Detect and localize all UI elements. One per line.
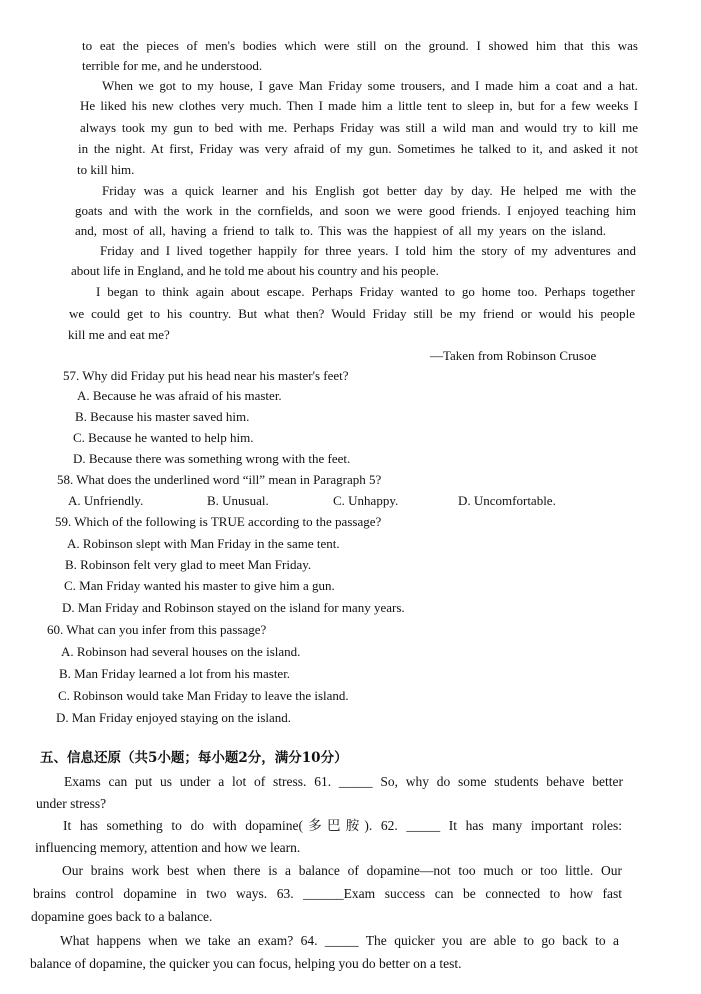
text-line: Our brains work best when there is a balance of dopamine—not too much or too little. Our [62,863,622,878]
text-line: balance of dopamine, the quicker you can focus, helping you do better on a test. [30,956,462,971]
text-line: we could get to his country. But what then? Would Friday still be my friend or would his people [69,306,635,321]
question-59: 59. Which of the following is TRUE according to the passage? [55,514,382,529]
option: A. Because he was afraid of his master. [77,388,282,403]
text-line: in the night. At first, Friday was very afraid of my gun. Sometimes he talked to it, and asked it not [78,141,638,156]
text-line: dopamine goes back to a balance. [31,909,213,924]
option: B. Robinson felt very glad to meet Man Friday. [65,557,312,572]
text-line: He liked his new clothes very much. Then I made him a little tent to sleep in, but for a few weeks I [80,98,638,113]
option: C. Robinson would take Man Friday to leave the island. [58,688,349,703]
option: B. Because his master saved him. [75,409,250,424]
option: C. Because he wanted to help him. [73,430,254,445]
text-line: When we got to my house, I gave Man Friday some trousers, and I made him a coat and a hat. [102,78,638,93]
option: B. Unusual. [207,493,269,508]
question-60: 60. What can you infer from this passage? [47,622,267,637]
option: D. Man Friday and Robinson stayed on the island for many years. [62,600,405,615]
option: A. Robinson had several houses on the island. [61,644,301,659]
text-line: brains control dopamine in two ways. 63. ______Exam success can be connected to how fast [33,886,622,901]
option: A. Unfriendly. [68,493,144,508]
option: D. Man Friday enjoyed staying on the island. [56,710,292,725]
text-line: Friday and I lived together happily for three years. I told him the story of my adventures and [100,243,636,258]
text-line: influencing memory, attention and how we learn. [35,840,301,855]
option: D. Because there was something wrong with the feet. [73,451,351,466]
text-line: It has something to do with dopamine(多巴胺). 62. _____ It has many important roles: [63,818,622,833]
text-line: to kill him. [77,162,135,177]
text-line: about life in England, and he told me about his country and his people. [71,263,439,278]
question-57: 57. Why did Friday put his head near his master's feet? [63,368,349,383]
section-title: 五、信息还原（共5小题；每小题2分，满分10分） [40,750,348,766]
text-line: goats and with the work in the cornfields, and soon we were good friends. I enjoyed teaching him [75,203,636,218]
text-line: terrible for me, and he understood. [82,58,263,73]
text-line: always took my gun to bed with me. Perhaps Friday was still a wild man and would try to kill me [80,120,638,135]
option: C. Unhappy. [333,493,399,508]
option: C. Man Friday wanted his master to give him a gun. [64,578,335,593]
text-line: and, most of all, having a friend to talk to. This was the happiest of all my years on the island. [75,223,606,238]
option: D. Uncomfortable. [458,493,556,508]
source-credit: —Taken from Robinson Crusoe [430,348,597,363]
option: B. Man Friday learned a lot from his master. [59,666,291,681]
question-58: 58. What does the underlined word “ill” mean in Paragraph 5? [57,472,382,487]
text-line: Friday was a quick learner and his English got better day by day. He helped me with the [102,183,636,198]
text-line: kill me and eat me? [68,327,170,342]
text-line: Exams can put us under a lot of stress. 61. _____ So, why do some students behave better [64,774,623,789]
text-line: under stress? [36,796,107,811]
option: A. Robinson slept with Man Friday in the same tent. [67,536,340,551]
text-line: What happens when we take an exam? 64. _____ The quicker you are able to go back to a [60,933,619,948]
text-line: I began to think again about escape. Perhaps Friday wanted to go home too. Perhaps together [96,284,635,299]
text-line: to eat the pieces of men's bodies which were still on the ground. I showed him that this was [82,38,638,53]
